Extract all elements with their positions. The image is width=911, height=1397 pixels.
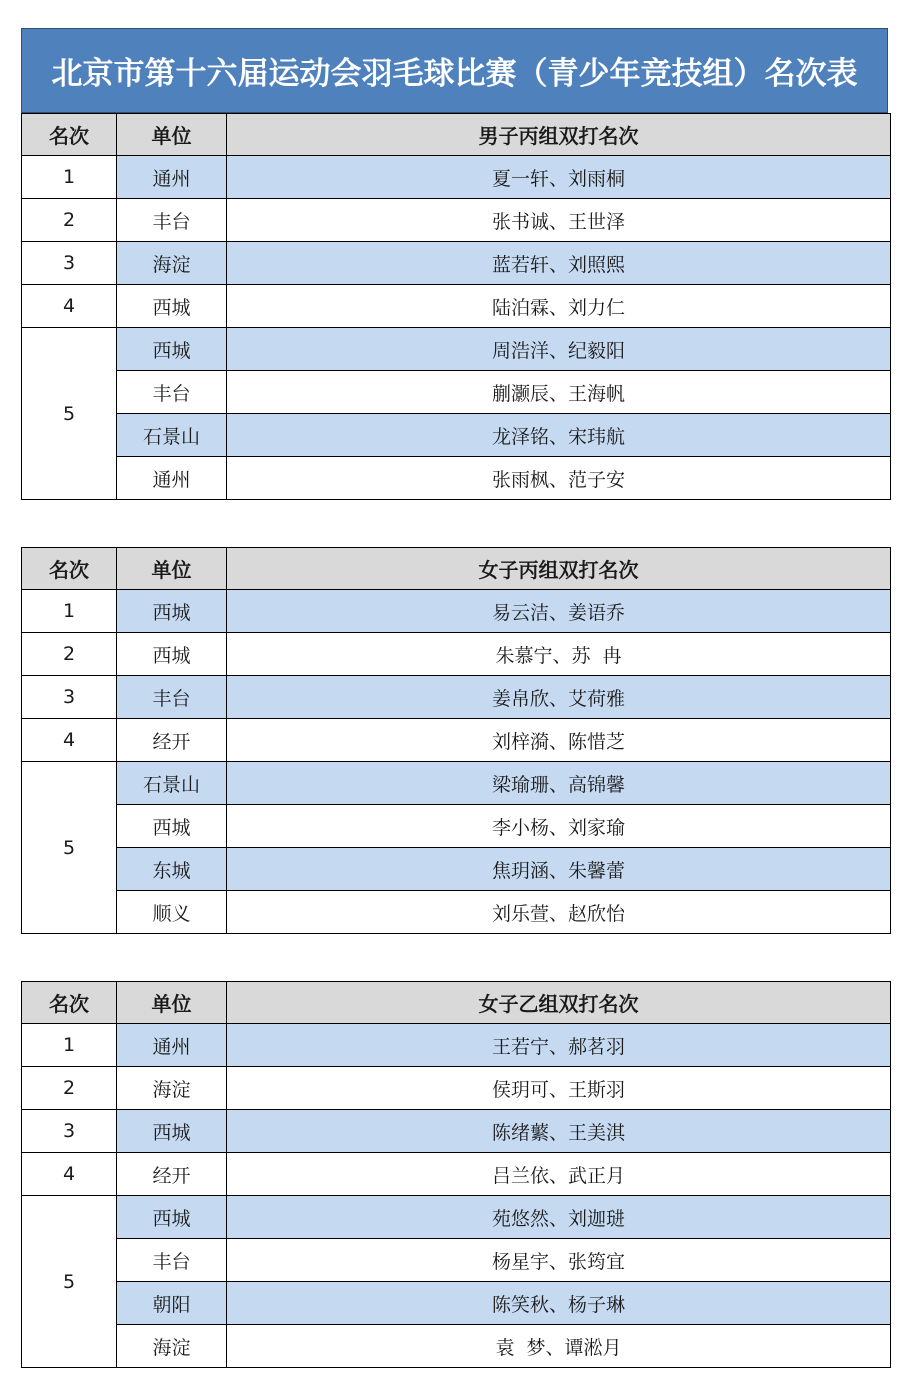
- header-rank: 名次: [22, 982, 117, 1024]
- unit-cell: 海淀: [117, 1067, 227, 1110]
- rank-cell: 5: [22, 1196, 117, 1368]
- table-row: [22, 371, 891, 414]
- ranking-table-women-c-doubles: [21, 547, 891, 934]
- unit-cell: 西城: [117, 805, 227, 848]
- unit-cell: 西城: [117, 328, 227, 371]
- players-cell: 陈绪蘩、王美淇: [227, 1110, 891, 1153]
- unit-cell: 丰台: [117, 199, 227, 242]
- table-row: [22, 1196, 891, 1239]
- rank-cell: 3: [22, 242, 117, 285]
- unit-cell: 通州: [117, 156, 227, 199]
- unit-cell: 西城: [117, 1110, 227, 1153]
- table-row: [22, 1110, 891, 1153]
- header-event: 女子乙组双打名次: [227, 982, 891, 1024]
- rank-cell: 4: [22, 719, 117, 762]
- ranking-table-men-c-doubles: [21, 113, 891, 500]
- rank-cell: 5: [22, 762, 117, 934]
- players-cell: 苑悠然、刘迦琎: [227, 1196, 891, 1239]
- table-row: [22, 719, 891, 762]
- table-header-row: [22, 114, 891, 156]
- players-cell: 吕兰依、武正月: [227, 1153, 891, 1196]
- table-row: [22, 1239, 891, 1282]
- table-row: [22, 805, 891, 848]
- header-event: 男子丙组双打名次: [227, 114, 891, 156]
- table-row: [22, 156, 891, 199]
- table-row: [22, 676, 891, 719]
- unit-cell: 西城: [117, 633, 227, 676]
- players-cell: 陆泊霖、刘力仁: [227, 285, 891, 328]
- table-row: [22, 199, 891, 242]
- page-title: 北京市第十六届运动会羽毛球比赛（青少年竞技组）名次表: [21, 28, 888, 113]
- players-cell: 蒯灏辰、王海帆: [227, 371, 891, 414]
- table-row: [22, 848, 891, 891]
- table-header-row: [22, 548, 891, 590]
- players-cell: 梁瑜珊、高锦馨: [227, 762, 891, 805]
- table-row: [22, 414, 891, 457]
- players-cell: 易云洁、姜语乔: [227, 590, 891, 633]
- unit-cell: 丰台: [117, 676, 227, 719]
- unit-cell: 西城: [117, 590, 227, 633]
- unit-cell: 经开: [117, 1153, 227, 1196]
- players-cell: 刘梓漪、陈惜芝: [227, 719, 891, 762]
- players-cell: 李小杨、刘家瑜: [227, 805, 891, 848]
- unit-cell: 海淀: [117, 1325, 227, 1368]
- unit-cell: 石景山: [117, 762, 227, 805]
- table-row: [22, 1282, 891, 1325]
- rank-cell: 5: [22, 328, 117, 500]
- table-row: [22, 328, 891, 371]
- rank-cell: 1: [22, 590, 117, 633]
- rank-cell: 4: [22, 1153, 117, 1196]
- players-cell: 龙泽铭、宋玮航: [227, 414, 891, 457]
- ranking-table-women-b-doubles: [21, 981, 891, 1368]
- table-row: [22, 1024, 891, 1067]
- table-row: [22, 1153, 891, 1196]
- unit-cell: 西城: [117, 285, 227, 328]
- rank-cell: 2: [22, 1067, 117, 1110]
- players-cell: 张书诚、王世泽: [227, 199, 891, 242]
- table-header-row: [22, 982, 891, 1024]
- unit-cell: 通州: [117, 457, 227, 500]
- table-row: [22, 891, 891, 934]
- unit-cell: 西城: [117, 1196, 227, 1239]
- players-cell: 蓝若轩、刘照熙: [227, 242, 891, 285]
- table-row: [22, 633, 891, 676]
- players-cell: 焦玥涵、朱馨蕾: [227, 848, 891, 891]
- players-cell: 夏一轩、刘雨桐: [227, 156, 891, 199]
- header-rank: 名次: [22, 114, 117, 156]
- players-cell: 周浩洋、纪毅阳: [227, 328, 891, 371]
- table-row: [22, 285, 891, 328]
- header-unit: 单位: [117, 114, 227, 156]
- header-unit: 单位: [117, 548, 227, 590]
- rank-cell: 2: [22, 199, 117, 242]
- players-cell: 王若宁、郝茗羽: [227, 1024, 891, 1067]
- header-unit: 单位: [117, 982, 227, 1024]
- rank-cell: 4: [22, 285, 117, 328]
- table-row: [22, 590, 891, 633]
- table-row: [22, 457, 891, 500]
- rank-cell: 1: [22, 1024, 117, 1067]
- unit-cell: 顺义: [117, 891, 227, 934]
- rank-cell: 3: [22, 676, 117, 719]
- unit-cell: 丰台: [117, 1239, 227, 1282]
- header-event: 女子丙组双打名次: [227, 548, 891, 590]
- unit-cell: 通州: [117, 1024, 227, 1067]
- unit-cell: 石景山: [117, 414, 227, 457]
- players-cell: 侯玥可、王斯羽: [227, 1067, 891, 1110]
- unit-cell: 经开: [117, 719, 227, 762]
- unit-cell: 丰台: [117, 371, 227, 414]
- table-row: [22, 1325, 891, 1368]
- unit-cell: 海淀: [117, 242, 227, 285]
- table-row: [22, 1067, 891, 1110]
- players-cell: 杨星宇、张筠宜: [227, 1239, 891, 1282]
- players-cell: 姜帛欣、艾荷雅: [227, 676, 891, 719]
- players-cell: 袁 梦、谭淞月: [227, 1325, 891, 1368]
- rank-cell: 1: [22, 156, 117, 199]
- unit-cell: 朝阳: [117, 1282, 227, 1325]
- unit-cell: 东城: [117, 848, 227, 891]
- table-row: [22, 242, 891, 285]
- players-cell: 陈笑秋、杨子琳: [227, 1282, 891, 1325]
- players-cell: 张雨枫、范子安: [227, 457, 891, 500]
- rank-cell: 2: [22, 633, 117, 676]
- players-cell: 朱慕宁、苏 冉: [227, 633, 891, 676]
- rank-cell: 3: [22, 1110, 117, 1153]
- players-cell: 刘乐萱、赵欣怡: [227, 891, 891, 934]
- table-row: [22, 762, 891, 805]
- header-rank: 名次: [22, 548, 117, 590]
